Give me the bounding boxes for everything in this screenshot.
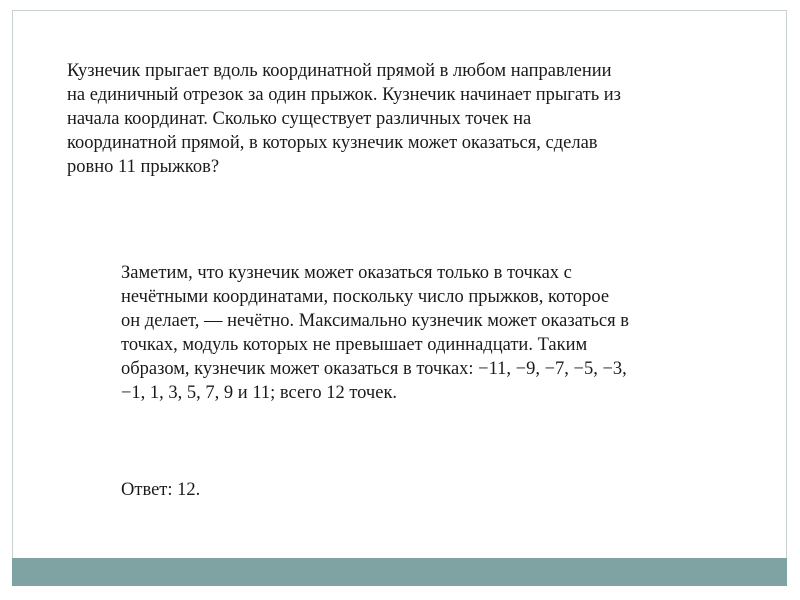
footer-bar xyxy=(12,558,787,586)
solution-line: Заметим, что кузнечик может оказаться только в точках с xyxy=(121,263,572,283)
answer-text: Ответ: 12. xyxy=(121,480,201,500)
solution-line: он делает, — нечётно. Максимально кузнечик может оказаться в xyxy=(121,311,629,331)
problem-line: Кузнечик прыгает вдоль координатной прямой в любом направлении xyxy=(67,61,612,81)
problem-text xyxy=(67,59,707,179)
problem-line: на единичный отрезок за один прыжок. Кузнечик начинает прыгать из xyxy=(67,85,621,105)
solution-line: нечётными координатами, поскольку число прыжков, которое xyxy=(121,287,610,307)
solution-text xyxy=(121,261,701,405)
solution-line: точках, модуль которых не превышает одиннадцати. Таким xyxy=(121,335,588,355)
problem-line: координатной прямой, в которых кузнечик может оказаться, сделав xyxy=(67,133,598,153)
problem-line: ровно 11 прыжков? xyxy=(67,157,220,177)
problem-line: начала координат. Сколько существует различных точек на xyxy=(67,109,532,129)
solution-line: образом, кузнечик может оказаться в точках: −11, −9, −7, −5, −3, xyxy=(121,359,627,379)
solution-line: −1, 1, 3, 5, 7, 9 и 11; всего 12 точек. xyxy=(121,383,398,403)
